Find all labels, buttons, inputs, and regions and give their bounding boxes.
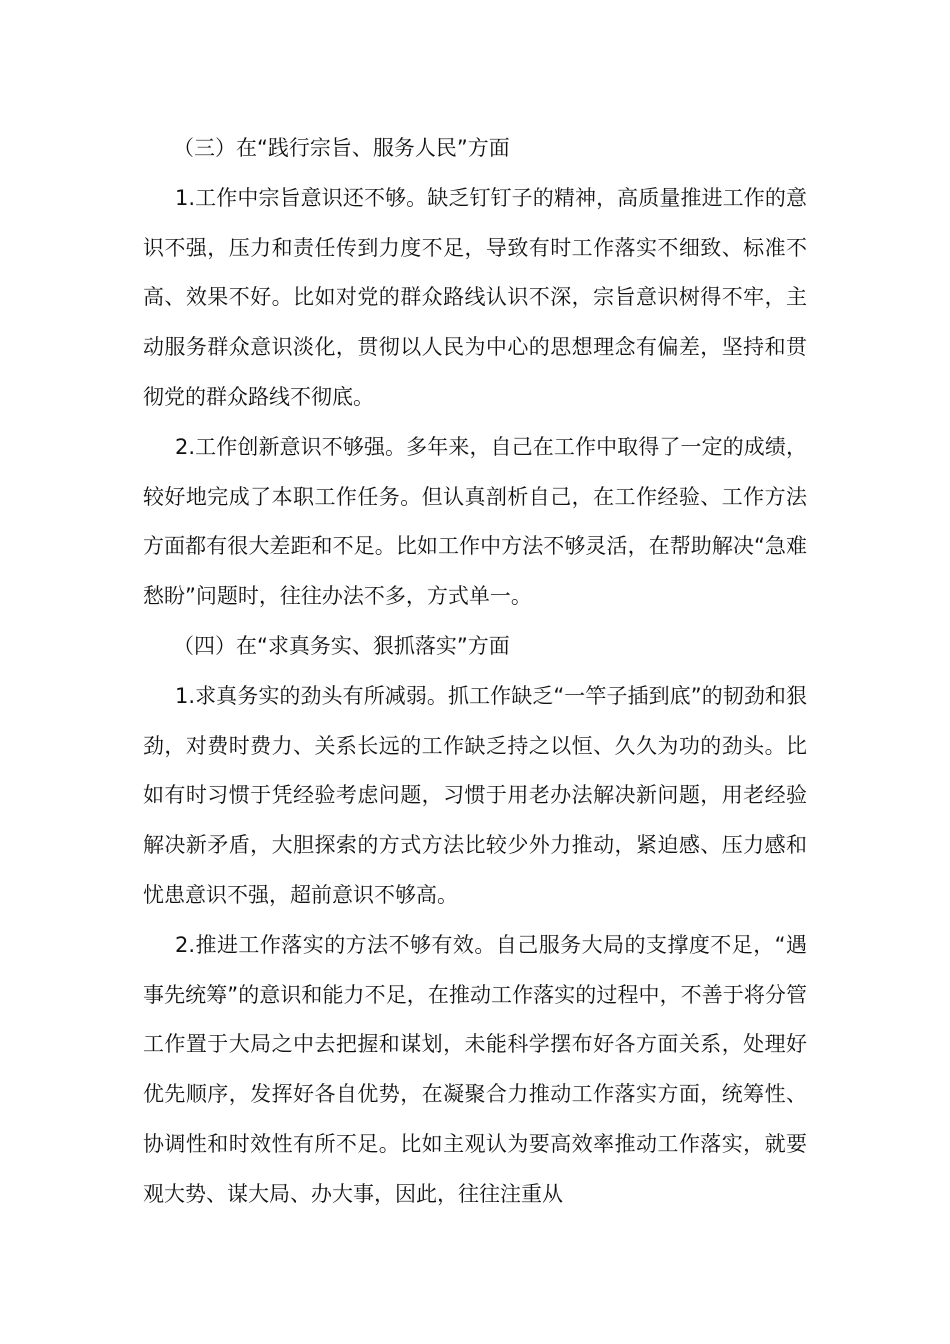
paragraph-4-2: 2.推进工作落实的方法不够有效。自己服务大局的支撑度不足，“遇事先统筹”的意识和能力不足，在推动工作落实的过程中，不善于将分管工作置于大局之中去把握和谋划，未能科学摆布好各方面关系，处理好优先顺序，发挥好各自优势，在凝聚合力推动工作落实方面，统筹性、协调性和时效性有所不足。比如主观认为要高效率推动工作落实，就要观大势、谋大局、办大事，因此，往往注重从	[143, 932, 807, 1206]
paragraph-3-2: 2.工作创新意识不够强。多年来，自己在工作中取得了一定的成绩，较好地完成了本职工作任务。但认真剖析自己，在工作经验、工作方法方面都有很大差距和不足。比如工作中方法不够灵活，在帮助解决“急难愁盼”问题时，往往办法不多，方式单一。	[143, 434, 807, 609]
section-heading-4: （四）在“求真务实、狠抓落实”方面	[173, 633, 510, 658]
section-heading-3: （三）在“践行宗旨、服务人民”方面	[173, 136, 510, 160]
paragraph-4-1: 1.求真务实的劲头有所减弱。抓工作缺乏“一竿子插到底”的韧劲和狠劲，对费时费力、关系长远的工作缺乏持之以恒、久久为功的劲头。比如有时习惯于凭经验考虑问题，习惯于用老办法解决新问题，用老经验解决新矛盾，大胆探索的方式方法比较少外力推动，紧迫感、压力感和忧患意识不强，超前意识不够高。	[143, 683, 807, 907]
document-body	[143, 124, 807, 1220]
paragraph-3-1: 1.工作中宗旨意识还不够。缺乏钉钉子的精神，高质量推进工作的意识不强，压力和责任传到力度不足，导致有时工作落实不细致、标准不高、效果不好。比如对党的群众路线认识不深，宗旨意识树得不牢，主动服务群众意识淡化，贯彻以人民为中心的思想理念有偏差，坚持和贯彻党的群众路线不彻底。	[143, 185, 807, 409]
